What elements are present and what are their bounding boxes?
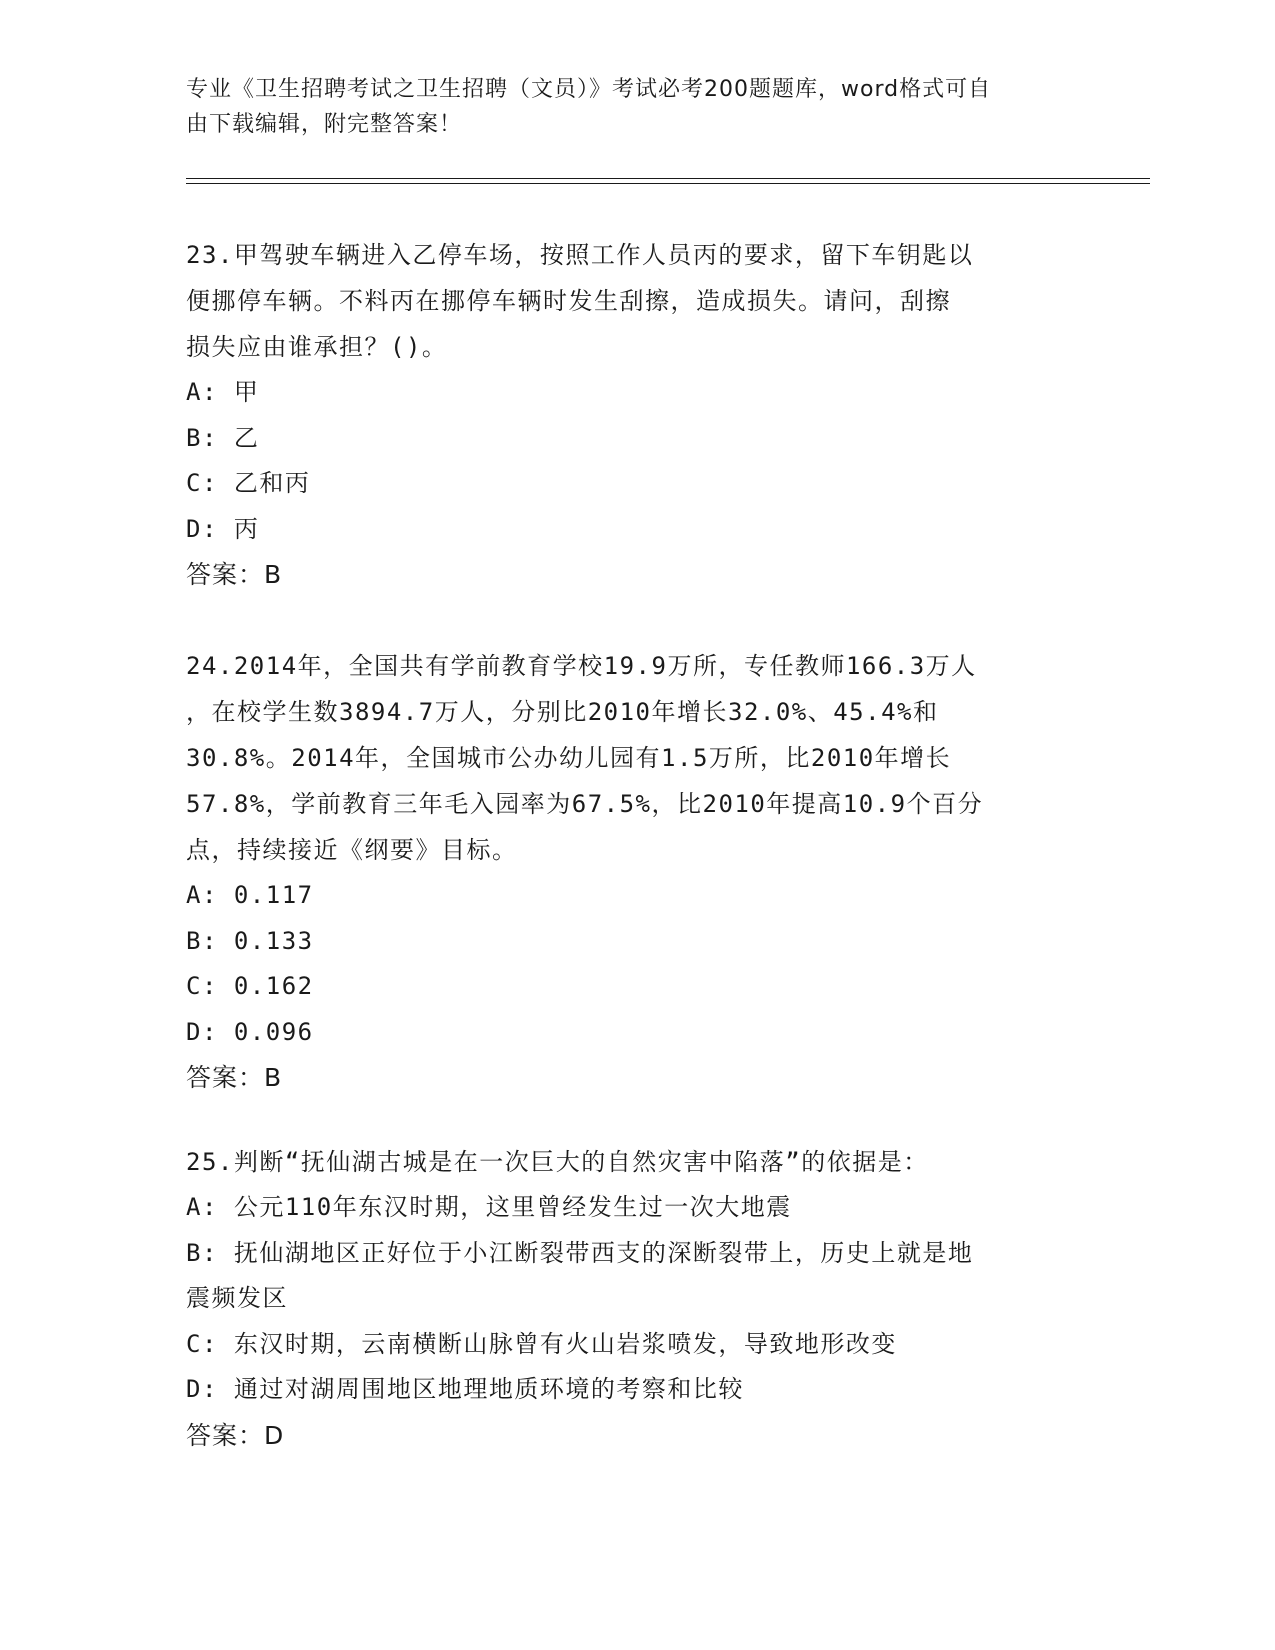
option-c: C: 0.162 [186,972,314,1000]
question-stem-line: 23.甲驾驶车辆进入乙停车场，按照工作人员丙的要求，留下车钥匙以 [186,241,974,269]
option-a: A: 公元110年东汉时期，这里曾经发生过一次大地震 [186,1193,792,1221]
option-d: D: 通过对湖周围地区地理地质环境的考察和比较 [186,1375,744,1403]
question-stem-line: 57.8%，学前教育三年毛入园率为67.5%，比2010年提高10.9个百分 [186,790,984,818]
question-stem-line: ，在校学生数3894.7万人，分别比2010年增长32.0%、45.4%和 [186,698,939,726]
question-stem-line: 25.判断“抚仙湖古城是在一次巨大的自然灾害中陷落”的依据是： [186,1148,929,1176]
header-rule-top [186,178,1150,179]
option-a: A: 0.117 [186,881,314,909]
header-rule-bottom [186,183,1150,184]
question-25 [186,1139,1086,1458]
option-c: C: 东汉时期，云南横断山脉曾有火山岩浆喷发，导致地形改变 [186,1329,897,1358]
option-b: B: 乙 [186,423,260,452]
answer: 答案：B [186,560,283,589]
option-d: D: 丙 [186,514,260,543]
header-line-2: 由下载编辑，附完整答案！ [186,112,463,137]
option-c: C: 乙和丙 [186,469,311,497]
document-header [186,72,1056,142]
question-stem-line: 24.2014年，全国共有学前教育学校19.9万所，专任教师166.3万人 [186,652,977,680]
answer: 答案：D [186,1420,285,1450]
question-24 [186,643,1086,1100]
option-a: A: 甲 [186,378,260,406]
option-d: D: 0.096 [186,1017,314,1046]
option-b-continued: 震频发区 [186,1284,288,1312]
question-stem-line: 30.8%。2014年，全国城市公办幼儿园有1.5万所，比2010年增长 [186,744,952,772]
question-stem-line: 点，持续接近《纲要》目标。 [186,836,518,864]
option-b: B: 0.133 [186,926,314,955]
question-23 [186,232,1086,597]
question-stem-line: 便挪停车辆。不料丙在挪停车辆时发生刮擦，造成损失。请问，刮擦 [186,287,951,315]
header-line-1: 专业《卫生招聘考试之卫生招聘（文员）》考试必考200题题库，word格式可自 [186,77,992,102]
option-b: B: 抚仙湖地区正好位于小江断裂带西支的深断裂带上，历史上就是地 [186,1238,974,1267]
question-stem-line: 损失应由谁承担？()。 [186,333,448,361]
answer: 答案：B [186,1063,283,1092]
